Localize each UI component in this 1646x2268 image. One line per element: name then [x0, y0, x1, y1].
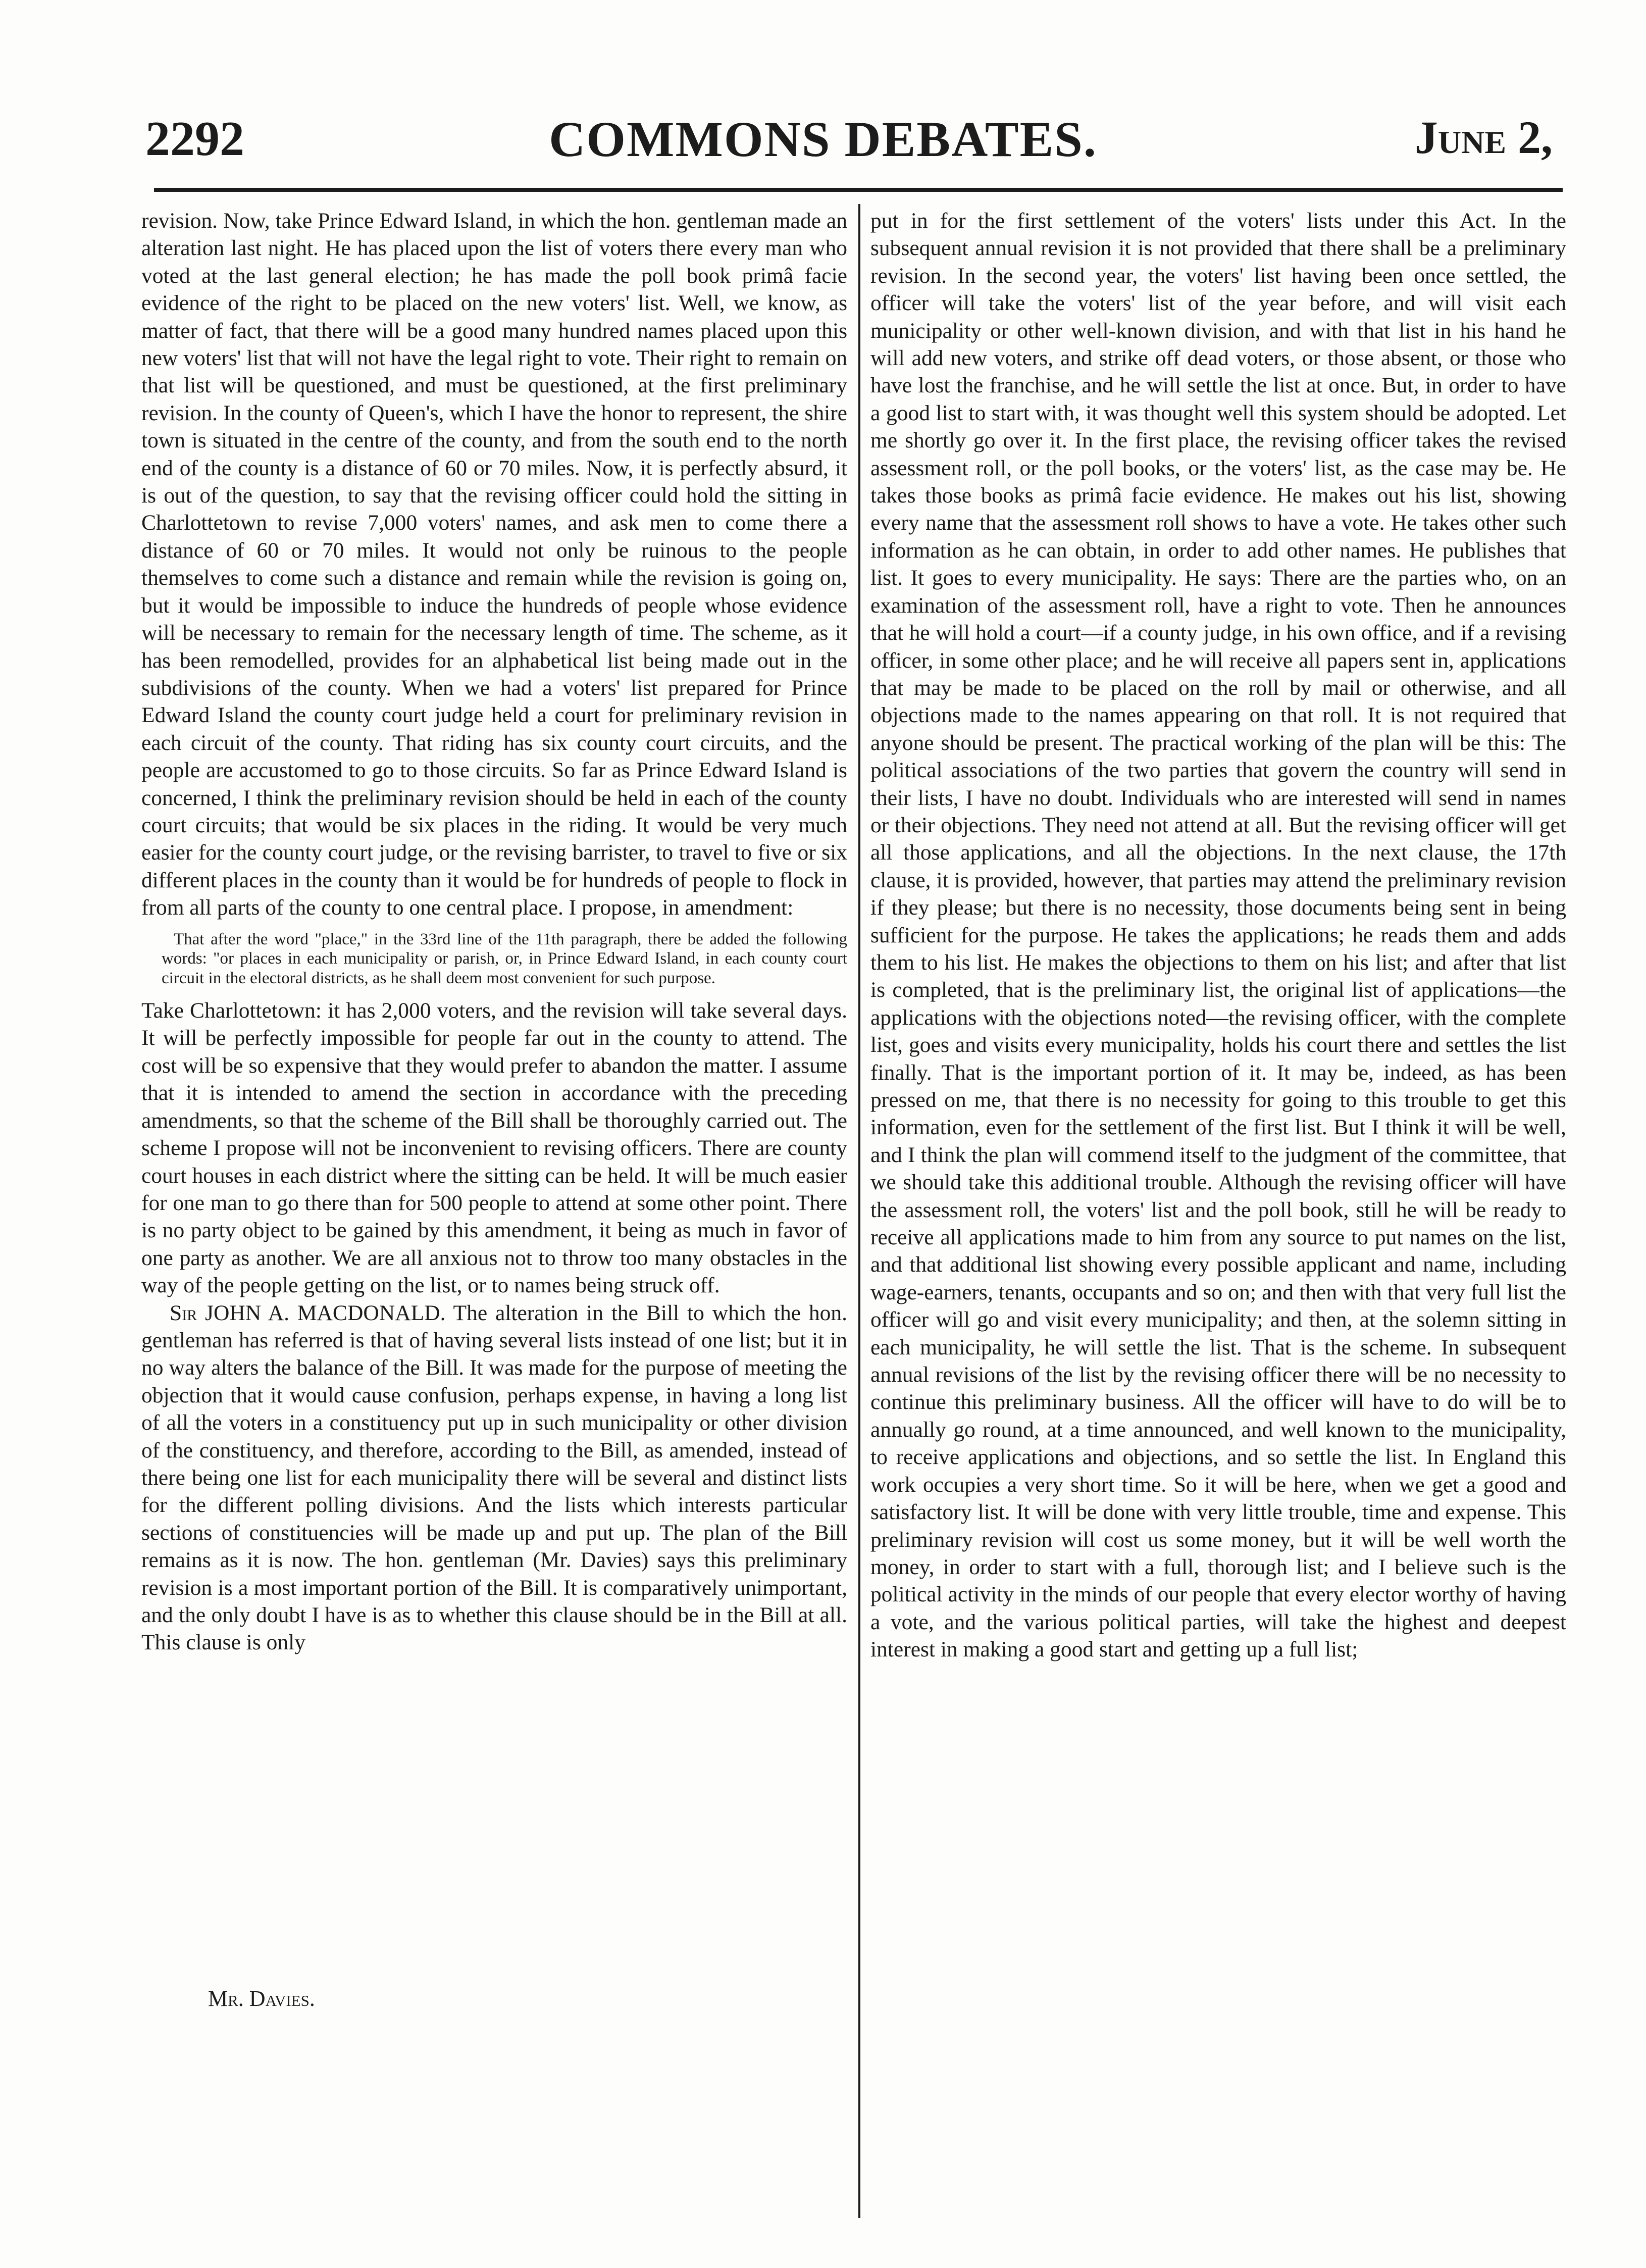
- footer-catchword: Mr. Davies.: [208, 1986, 315, 2011]
- paragraph-charlottetown: Take Charlottetown: it has 2,000 voters, and the revision will take several days. It will be perfectly impossible for people far out in the county to attend. The cost will be so expensive that they would prefer to abandon the matter. I assume that it is intended to amend the section in accordance with the preceding amendments, so that the scheme of the Bill shall be thoroughly carried out. The scheme I propose will not be inconvenient to revising officers. There are county court houses in each district where the sitting can be held. It will be much easier for one man to go there than for 500 people to attend at some other point. There is no party object to be gained by this amendment, it being as much in favor of one party as another. We are all anxious not to throw too many obstacles in the way of the people getting on the list, or to names being struck off.: [141, 998, 847, 1298]
- paragraph-macdonald-text: The alteration in the Bill to which the hon. gentleman has referred is that of having several lists instead of one list; but it in no way alters the balance of the Bill. It was made for the purpose of meeting the objection that it would cause confusion, perhaps expense, in having a long list of all the voters in a constituency put up in such municipality or other division of the constituency, and therefore, according to the Bill, as amended, instead of there being one list for each municipality there will be several and distinct lists for the different polling divisions. And the lists which interests particular sections of constituencies will be made up and put up. The plan of the Bill remains as it is now. The hon. gentleman (Mr. Davies) says this preliminary revision is a most important portion of the Bill. It is comparatively unimportant, and the only doubt I have is as to whether this clause should be in the Bill at all. This clause is only: [141, 1300, 847, 1655]
- paragraph-macdonald-continued: put in for the first settlement of the voters' lists under this Act. In the subsequent annual revision it is not provided that there shall be a preliminary revision. In the second year, the voters' list having been once settled, the officer will take the voters' list of the year before, and will visit each municipality or other well-known division, and with that list in his hand he will add new voters, and strike off dead voters, or those absent, or those who have lost the franchise, and he will settle the list at once. But, in order to have a good list to start with, it was thought well this system should be adopted. Let me shortly go over it. In the first place, the revising officer takes the revised assessment roll, or the poll books, or the voters' list, as the case may be. He takes those books as primâ facie evidence. He makes out his list, showing every name that the assessment roll shows to have a vote. He takes other such information as he can obtain, in order to add other names. He publishes that list. It goes to every municipality. He says: There are the parties who, on an examination of the assessment roll, have a right to vote. Then he announces that he will hold a court—if a county judge, in his own office, and if a revising officer, in some other place; and he will receive all papers sent in, applications that may be made to be placed on the roll by mail or otherwise, and all objections made to the names appearing on that roll. It is not required that anyone should be present. The practical working of the plan will be this: The political associations of the two parties that govern the country will send in their lists, I have no doubt. Individuals who are interested will send in names or their objections. They need not attend at all. But the revising officer will get all those applications, and all the objections. In the next clause, the 17th clause, it is provided, however, that parties may attend the preliminary revision if they please; but there is no necessity, those documents being sent in being sufficient for the purpose. He takes the applications; he reads them and adds them to his list. He makes the objections to them on his list; and after that list is completed, that is the preliminary list, the original list of applications—the applications with the objections noted—the revising officer, with the complete list, goes and visits every municipality, holds his court there and settles the list finally. That is the important portion of it. It may be, indeed, as has been pressed on me, that there is no necessity for going to this trouble to get this information, even for the settlement of the first list. But I think it will be well, and I think the plan will commend itself to the judgment of the committee, that we should take this additional trouble. Although the revising officer will have the assessment roll, the voters' list and the poll book, still he will be ready to receive all applications made to him from any source to put names on the list, and that additional list showing every possible applicant and name, including wage-earners, tenants, occupants and so on; and then with that very full list the officer will go and visit every municipality; and then, at the solemn sitting in each municipality, he will settle the list. That is the scheme. In subsequent annual revisions of the list by the revising officer there will be no necessity to continue this preliminary business. All the officer will have to do will be to annually go round, at a time announced, and well known to the municipality, to receive applications and objections, and so settle the list. In England this work occupies a very short time. So it will be here, when we get a good and satisfactory list. It will be done with very little trouble, time and expense. This preliminary revision will cost us some money, but it will be well worth the money, in order to start with a full, thorough list; and I believe such is the political activity in the minds of our people that every elector worthy of having a vote, and the various political parties, will take the highest and deepest interest in making a good start and getting up a full list;: [870, 209, 1566, 1662]
- column-divider: [858, 204, 860, 2218]
- paragraph-macdonald-reply: [141, 1299, 847, 1656]
- amendment-quote: That after the word "place," in the 33rd line of the 11th paragraph, there be added the following words: "or places in each municipality or parish, or, in Prince Edward Island, in each county court circuit in the electoral districts, as he shall deem most convenient for such purpose.: [162, 930, 847, 987]
- page-number: 2292: [145, 112, 244, 166]
- header-rule: [154, 188, 1563, 192]
- right-column: [870, 207, 1566, 1664]
- running-head-title: COMMONS DEBATES.: [549, 111, 1097, 167]
- page-date: June 2,: [1414, 112, 1553, 163]
- paragraph-davies-speech: revision. Now, take Prince Edward Island, in which the hon. gentleman made an alteration last night. He has placed upon the list of voters there every man who voted at the last general election; he has made the poll book primâ facie evidence of the right to be placed on the new voters' list. Well, we know, as matter of fact, that there will be a good many hundred names placed upon this new voters' list that will not have the legal right to vote. Their right to remain on that list will be questioned, and must be questioned, at the first preliminary revision. In the county of Queen's, which I have the honor to represent, the shire town is situated in the centre of the county, and from the south end to the north end of the county is a distance of 60 or 70 miles. Now, it is perfectly absurd, it is out of the question, to say that the revising officer could hold the sitting in Charlottetown to revise 7,000 voters' names, and ask men to come there a distance of 60 or 70 miles. It would not only be ruinous to the people themselves to come such a distance and remain while the revision is going on, but it would be impossible to induce the hundreds of people whose evidence will be necessary to remain for the necessary length of time. The scheme, as it has been remodelled, provides for an alphabetical list being made out in the subdivisions of the county. When we had a voters' list prepared for Prince Edward Island the county court judge held a court for preliminary revision in each circuit of the county. That riding has six county court circuits, and the people are accustomed to go to those circuits. So far as Prince Edward Island is concerned, I think the preliminary revision should be held in each of the county court circuits; that would be six places in the riding. It would be very much easier for the county court judge, or the revising barrister, to travel to five or six different places in the county than it would be for hundreds of people to flock in from all parts of the county to one central place. I propose, in amendment:: [141, 209, 847, 920]
- speaker-name: Sir JOHN A. MACDONALD.: [170, 1300, 446, 1325]
- left-column: [141, 207, 847, 1656]
